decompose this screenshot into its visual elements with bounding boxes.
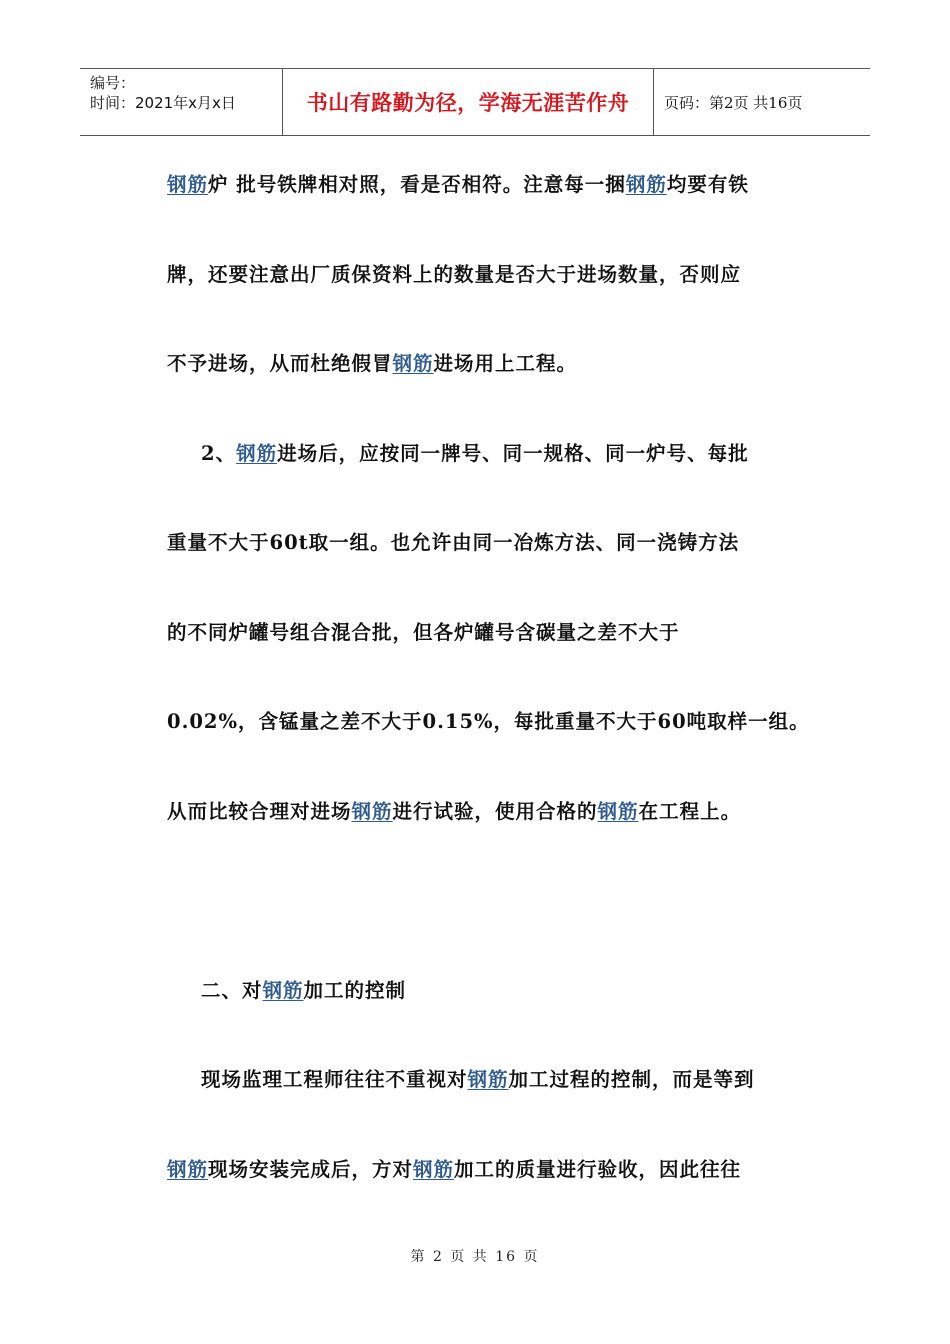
text-line — [167, 789, 847, 968]
keyword-link[interactable]: 钢筋 — [392, 352, 434, 375]
keyword-link[interactable]: 钢筋 — [625, 173, 667, 196]
text-segment: 0.02%，含锰量之差不大于0.15%，每批重量不大于60吨取样一组。 — [167, 710, 810, 733]
header-motto: 书山有路勤为径，学海无涯苦作舟 — [282, 69, 654, 135]
keyword-link[interactable]: 钢筋 — [236, 441, 278, 465]
text-line — [167, 699, 847, 789]
text-segment: 加工的控制 — [303, 978, 407, 1002]
text-segment: 炉 批号铁牌相对照，看是否相符。注意每一捆 — [208, 173, 626, 196]
keyword-link[interactable]: 钢筋 — [167, 1157, 209, 1181]
text-segment: 加工过程的控制，而是等到 — [508, 1068, 755, 1091]
text-line — [167, 968, 847, 1058]
keyword-link[interactable]: 钢筋 — [167, 173, 209, 196]
text-segment: 从而比较合理对进场 — [167, 799, 352, 823]
page-header — [80, 68, 870, 136]
document-body — [167, 162, 847, 1236]
text-segment: 进场后，应按同一牌号、同一规格、同一炉号、每批 — [277, 441, 749, 465]
text-segment: 进场用上工程。 — [433, 352, 578, 375]
text-segment: 现场安装完成后，方对 — [208, 1157, 414, 1181]
text-line — [167, 1147, 847, 1237]
text-segment: 不予进场，从而杜绝假冒 — [167, 352, 393, 375]
keyword-link[interactable]: 钢筋 — [413, 1157, 455, 1181]
text-line — [167, 341, 847, 431]
text-line — [167, 1057, 847, 1147]
document-number-label: 编号： — [90, 74, 136, 92]
header-meta — [80, 69, 282, 135]
header-page-info: 页码：第2页 共16页 — [664, 93, 803, 112]
text-line — [167, 162, 847, 252]
text-segment: 加工的质量进行验收，因此往往 — [454, 1157, 742, 1181]
keyword-link[interactable]: 钢筋 — [262, 978, 304, 1002]
text-line — [167, 431, 847, 521]
text-segment: 均要有铁 — [666, 173, 749, 196]
text-line — [167, 610, 847, 700]
text-line — [167, 252, 847, 342]
keyword-link[interactable]: 钢筋 — [467, 1068, 509, 1091]
text-segment: 牌，还要注意出厂质保资料上的数量是否大于进场数量，否则应 — [167, 262, 742, 286]
document-date-label: 时间：2021年x月x日 — [90, 94, 236, 112]
keyword-link[interactable]: 钢筋 — [597, 799, 639, 823]
text-segment: 进行试验，使用合格的 — [392, 799, 598, 823]
text-segment: 2、 — [201, 441, 237, 465]
text-segment: 的不同炉罐号组合混合批，但各炉罐号含碳量之差不大于 — [167, 620, 680, 644]
text-segment: 在工程上。 — [638, 799, 742, 823]
keyword-link[interactable]: 钢筋 — [351, 799, 393, 823]
text-segment: 重量不大于60t取一组。也允许由同一冶炼方法、同一浇铸方法 — [167, 531, 740, 554]
text-segment: 二、对 — [201, 978, 263, 1002]
text-line — [167, 520, 847, 610]
text-segment: 现场监理工程师往往不重视对 — [201, 1068, 468, 1091]
page-footer: 第 2 页 共 16 页 — [410, 1249, 540, 1265]
